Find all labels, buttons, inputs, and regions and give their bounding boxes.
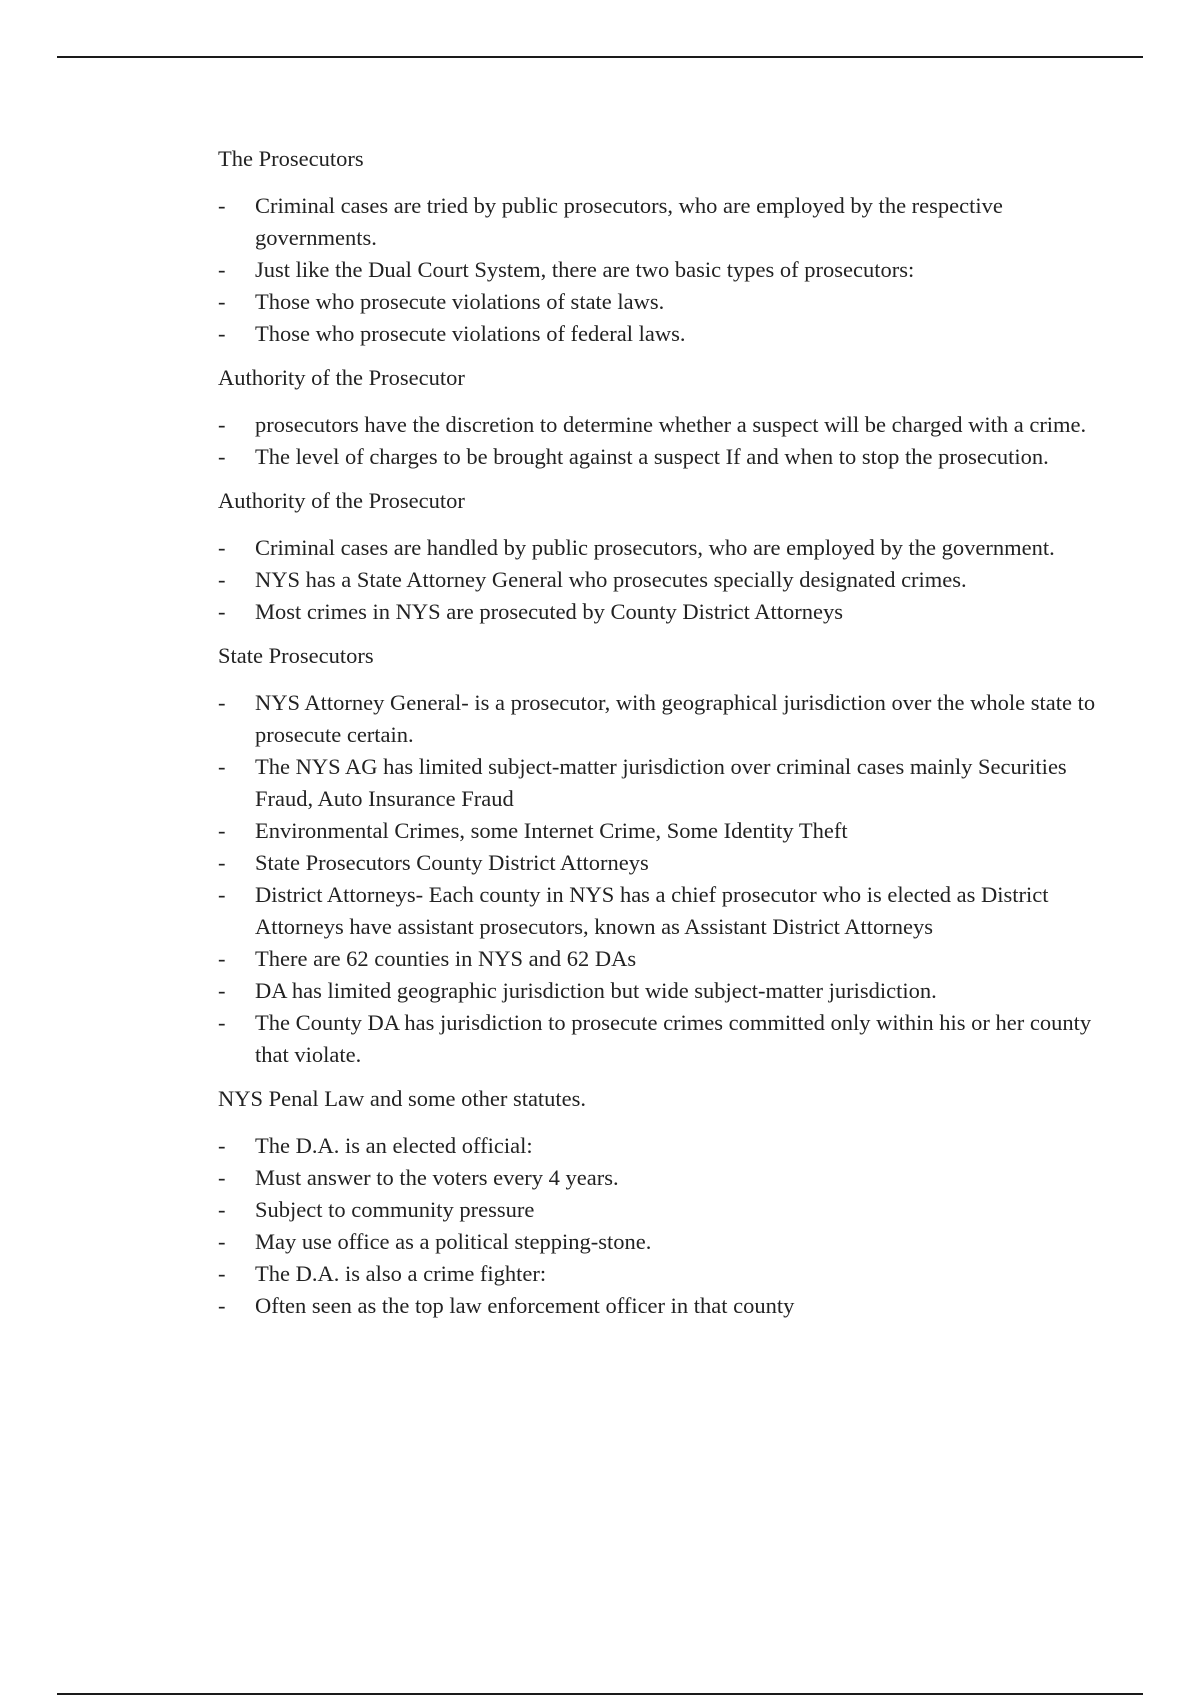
bullet-list xyxy=(218,190,1098,350)
list-item xyxy=(218,190,1098,254)
bullet-marker: - xyxy=(218,1229,226,1254)
section-nys-penal-law xyxy=(218,1083,1098,1322)
bullet-marker: - xyxy=(218,1133,226,1158)
list-item-text: DA has limited geographic jurisdiction but wide subject-matter jurisdiction. xyxy=(255,978,937,1003)
bullet-marker: - xyxy=(218,444,226,469)
section-title: Authority of the Prosecutor xyxy=(218,365,465,390)
section-authority-of-the-prosecutor-2 xyxy=(218,485,1098,628)
list-item xyxy=(218,1290,1098,1322)
bullet-marker: - xyxy=(218,946,226,971)
section-title: The Prosecutors xyxy=(218,146,364,171)
list-item-text: The NYS AG has limited subject-matter jurisdiction over criminal cases mainly Securities Fraud, Auto Insurance Fraud xyxy=(255,754,1067,811)
list-item-text: Criminal cases are handled by public prosecutors, who are employed by the government. xyxy=(255,535,1055,560)
bullet-marker: - xyxy=(218,412,226,437)
list-item-text: Just like the Dual Court System, there are two basic types of prosecutors: xyxy=(255,257,915,282)
list-item-text: prosecutors have the discretion to determine whether a suspect will be charged with a crime. xyxy=(255,412,1087,437)
list-item xyxy=(218,975,1098,1007)
bullet-marker: - xyxy=(218,1293,226,1318)
list-item-text: Those who prosecute violations of state laws. xyxy=(255,289,665,314)
bullet-marker: - xyxy=(218,193,226,218)
list-item xyxy=(218,532,1098,564)
list-item xyxy=(218,687,1098,751)
list-item xyxy=(218,564,1098,596)
document-body xyxy=(218,143,1098,1334)
list-item-text: NYS Attorney General- is a prosecutor, with geographical jurisdiction over the whole state to prosecute certain. xyxy=(255,690,1096,747)
bullet-marker: - xyxy=(218,599,226,624)
list-item xyxy=(218,1194,1098,1226)
list-item xyxy=(218,441,1098,473)
bullet-marker: - xyxy=(218,567,226,592)
list-item xyxy=(218,1226,1098,1258)
bullet-marker: - xyxy=(218,535,226,560)
list-item xyxy=(218,1162,1098,1194)
list-item xyxy=(218,596,1098,628)
list-item-text: NYS has a State Attorney General who prosecutes specially designated crimes. xyxy=(255,567,967,592)
list-item xyxy=(218,409,1098,441)
list-item-text: The level of charges to be brought against a suspect If and when to stop the prosecution. xyxy=(255,444,1049,469)
section-authority-of-the-prosecutor-1 xyxy=(218,362,1098,473)
list-item-text: State Prosecutors County District Attorneys xyxy=(255,850,649,875)
bullet-list xyxy=(218,1130,1098,1322)
list-item-text: Most crimes in NYS are prosecuted by County District Attorneys xyxy=(255,599,844,624)
bottom-rule xyxy=(57,1693,1143,1695)
list-item xyxy=(218,751,1098,815)
bullet-marker: - xyxy=(218,978,226,1003)
top-rule xyxy=(57,56,1143,58)
bullet-marker: - xyxy=(218,882,226,907)
bullet-marker: - xyxy=(218,1010,226,1035)
list-item-text: There are 62 counties in NYS and 62 DAs xyxy=(255,946,637,971)
section-title: Authority of the Prosecutor xyxy=(218,488,465,513)
bullet-marker: - xyxy=(218,818,226,843)
list-item xyxy=(218,318,1098,350)
list-item xyxy=(218,815,1098,847)
list-item-text: Must answer to the voters every 4 years. xyxy=(255,1165,619,1190)
list-item-text: Subject to community pressure xyxy=(255,1197,535,1222)
bullet-marker: - xyxy=(218,850,226,875)
bullet-list xyxy=(218,532,1098,628)
list-item xyxy=(218,1258,1098,1290)
bullet-marker: - xyxy=(218,1261,226,1286)
bullet-marker: - xyxy=(218,321,226,346)
list-item xyxy=(218,286,1098,318)
section-title: State Prosecutors xyxy=(218,643,374,668)
bullet-marker: - xyxy=(218,1165,226,1190)
list-item xyxy=(218,1007,1098,1071)
list-item-text: The County DA has jurisdiction to prosecute crimes committed only within his or her county that violate. xyxy=(255,1010,1092,1067)
bullet-marker: - xyxy=(218,289,226,314)
list-item-text: Criminal cases are tried by public prosecutors, who are employed by the respective governments. xyxy=(255,193,1003,250)
list-item xyxy=(218,1130,1098,1162)
bullet-marker: - xyxy=(218,1197,226,1222)
list-item-text: District Attorneys- Each county in NYS has a chief prosecutor who is elected as District Attorneys have assistant prosecutors, known as Assistant District Attorneys xyxy=(255,882,1049,939)
list-item-text: Often seen as the top law enforcement officer in that county xyxy=(255,1293,795,1318)
list-item-text: May use office as a political stepping-stone. xyxy=(255,1229,652,1254)
list-item xyxy=(218,847,1098,879)
list-item xyxy=(218,879,1098,943)
list-item-text: Environmental Crimes, some Internet Crime, Some Identity Theft xyxy=(255,818,848,843)
section-the-prosecutors xyxy=(218,143,1098,350)
bullet-marker: - xyxy=(218,257,226,282)
list-item-text: The D.A. is an elected official: xyxy=(255,1133,533,1158)
bullet-marker: - xyxy=(218,690,226,715)
bullet-marker: - xyxy=(218,754,226,779)
list-item xyxy=(218,254,1098,286)
list-item xyxy=(218,943,1098,975)
bullet-list xyxy=(218,687,1098,1071)
list-item-text: The D.A. is also a crime fighter: xyxy=(255,1261,547,1286)
list-item-text: Those who prosecute violations of federal laws. xyxy=(255,321,686,346)
section-state-prosecutors xyxy=(218,640,1098,1071)
section-title: NYS Penal Law and some other statutes. xyxy=(218,1086,587,1111)
bullet-list xyxy=(218,409,1098,473)
